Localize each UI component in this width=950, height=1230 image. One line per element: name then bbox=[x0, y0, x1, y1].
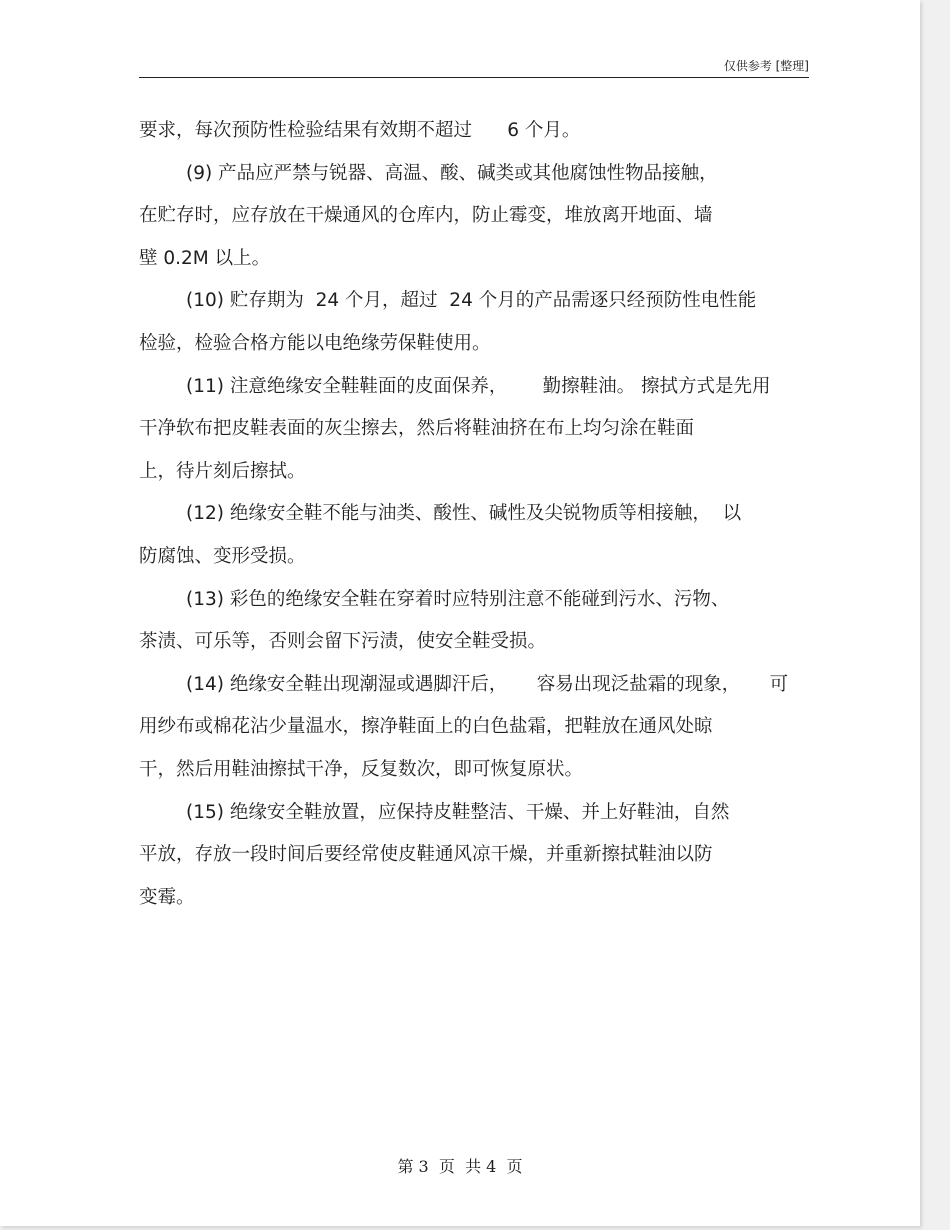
text-line: 茶渍、可乐等，否则会留下污渍，使安全鞋受损。 bbox=[139, 631, 547, 653]
page-header bbox=[139, 55, 809, 78]
text-line: (14) 绝缘安全鞋出现潮湿或遇脚汗后， 容易出现泛盐霜的现象， 可 bbox=[186, 673, 789, 695]
page-footer: 第 3 页 共 4 页 bbox=[397, 1157, 523, 1176]
text-line: 在贮存时，应存放在干燥通风的仓库内，防止霉变，堆放离开地面、墙 bbox=[139, 205, 713, 227]
header-label: 仅供参考 [整理] bbox=[723, 59, 809, 73]
text-line: (12) 绝缘安全鞋不能与油类、酸性、碱性及尖锐物质等相接触， 以 bbox=[186, 503, 742, 525]
text-line: (15) 绝缘安全鞋放置，应保持皮鞋整洁、干燥、并上好鞋油，自然 bbox=[186, 801, 730, 823]
text-line: (9) 产品应严禁与锐器、高温、酸、碱类或其他腐蚀性物品接触， bbox=[186, 162, 718, 184]
text-line: 干净软布把皮鞋表面的灰尘擦去，然后将鞋油挤在布上均匀涂在鞋面 bbox=[139, 418, 695, 440]
text-line: (13) 彩色的绝缘安全鞋在穿着时应特别注意不能碰到污水、污物、 bbox=[186, 588, 730, 610]
text-line: 上，待片刻后擦拭。 bbox=[139, 460, 306, 482]
body-text bbox=[139, 110, 811, 919]
text-line: 用纱布或棉花沾少量温水，擦净鞋面上的白色盐霜，把鞋放在通风处晾 bbox=[139, 716, 713, 738]
text-line: 要求，每次预防性检验结果有效期不超过 6 个月。 bbox=[139, 120, 581, 141]
text-line: 防腐蚀、变形受损。 bbox=[139, 545, 306, 567]
text-line: 干，然后用鞋油擦拭干净，反复数次，即可恢复原状。 bbox=[139, 758, 584, 780]
text-line: 壁 0.2M 以上。 bbox=[139, 247, 271, 269]
text-line: 检验，检验合格方能以电绝缘劳保鞋使用。 bbox=[139, 332, 491, 354]
text-line: (10) 贮存期为 24 个月，超过 24 个月的产品需逐只经预防性电性能 bbox=[186, 290, 757, 312]
text-line: (11) 注意绝缘安全鞋鞋面的皮面保养， 勤擦鞋油。 擦拭方式是先用 bbox=[186, 375, 771, 397]
text-line: 平放，存放一段时间后要经常使皮鞋通风凉干燥，并重新擦拭鞋油以防 bbox=[139, 844, 713, 866]
text-line: 变霉。 bbox=[139, 886, 195, 908]
